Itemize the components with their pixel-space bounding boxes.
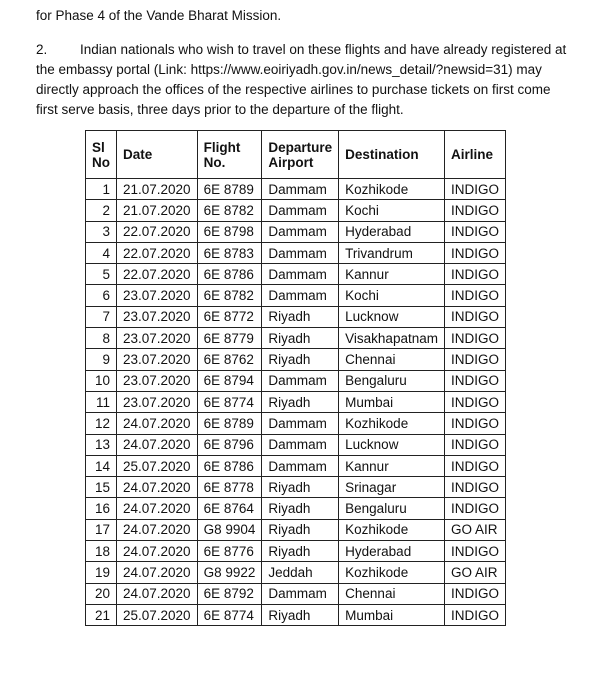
cell-departure-airport: Riyadh [262,306,339,327]
cell-departure-airport: Jeddah [262,562,339,583]
cell-departure-airport: Riyadh [262,519,339,540]
cell-destination: Kozhikode [339,179,445,200]
cell-airline: INDIGO [444,391,505,412]
cell-departure-airport: Riyadh [262,391,339,412]
cell-flight-no: 6E 8786 [197,455,262,476]
table-row [86,306,506,327]
cell-airline: INDIGO [444,413,505,434]
cell-airline: GO AIR [444,562,505,583]
table-row [86,477,506,498]
cell-date: 23.07.2020 [117,306,198,327]
table-row [86,455,506,476]
cell-destination: Visakhapatnam [339,328,445,349]
cell-departure-airport: Riyadh [262,349,339,370]
cell-departure-airport: Riyadh [262,477,339,498]
table-row [86,583,506,604]
table-row [86,221,506,242]
header-sl-no: Sl No [86,131,117,179]
cell-airline: INDIGO [444,328,505,349]
cell-destination: Lucknow [339,306,445,327]
table-row [86,391,506,412]
table-row [86,370,506,391]
cell-sl-no: 4 [86,242,117,263]
cell-date: 23.07.2020 [117,285,198,306]
cell-departure-airport: Dammam [262,200,339,221]
cell-date: 22.07.2020 [117,242,198,263]
paragraph-line: the embassy portal (Link: https://www.eoiriyadh.gov.in/news_detail/?newsid=31) may [36,62,542,77]
header-flight-no: Flight No. [197,131,262,179]
cell-flight-no: 6E 8792 [197,583,262,604]
table-row [86,264,506,285]
cell-airline: INDIGO [444,349,505,370]
cell-flight-no: 6E 8798 [197,221,262,242]
header-destination: Destination [339,131,445,179]
cell-flight-no: 6E 8782 [197,200,262,221]
cell-flight-no: 6E 8782 [197,285,262,306]
instructions-paragraph [36,40,600,120]
cell-sl-no: 19 [86,562,117,583]
cell-destination: Bengaluru [339,370,445,391]
cell-departure-airport: Dammam [262,370,339,391]
cell-date: 23.07.2020 [117,349,198,370]
cell-date: 24.07.2020 [117,477,198,498]
cell-flight-no: 6E 8774 [197,391,262,412]
cell-sl-no: 8 [86,328,117,349]
cell-destination: Chennai [339,349,445,370]
cell-flight-no: 6E 8776 [197,541,262,562]
paragraph-line: directly approach the offices of the respective airlines to purchase tickets on first come [36,82,551,97]
cell-destination: Hyderabad [339,541,445,562]
table-row [86,328,506,349]
cell-destination: Kannur [339,264,445,285]
cell-airline: INDIGO [444,221,505,242]
cell-sl-no: 12 [86,413,117,434]
table-row [86,562,506,583]
cell-departure-airport: Riyadh [262,328,339,349]
cell-date: 24.07.2020 [117,583,198,604]
cell-destination: Chennai [339,583,445,604]
table-row [86,413,506,434]
cell-date: 23.07.2020 [117,391,198,412]
cell-destination: Mumbai [339,391,445,412]
cell-airline: INDIGO [444,285,505,306]
cell-sl-no: 7 [86,306,117,327]
cell-date: 24.07.2020 [117,519,198,540]
cell-airline: INDIGO [444,179,505,200]
cell-date: 23.07.2020 [117,370,198,391]
cell-sl-no: 11 [86,391,117,412]
table-row [86,434,506,455]
cell-sl-no: 2 [86,200,117,221]
cell-destination: Mumbai [339,604,445,625]
cell-destination: Bengaluru [339,498,445,519]
cell-departure-airport: Dammam [262,264,339,285]
table-row [86,242,506,263]
table-row [86,349,506,370]
cell-date: 24.07.2020 [117,413,198,434]
header-date: Date [117,131,198,179]
cell-flight-no: 6E 8789 [197,179,262,200]
cell-airline: INDIGO [444,306,505,327]
cell-sl-no: 18 [86,541,117,562]
cell-departure-airport: Dammam [262,285,339,306]
cell-sl-no: 16 [86,498,117,519]
cell-airline: INDIGO [444,604,505,625]
cell-sl-no: 6 [86,285,117,306]
cell-destination: Hyderabad [339,221,445,242]
cell-flight-no: 6E 8789 [197,413,262,434]
cell-sl-no: 15 [86,477,117,498]
cell-date: 24.07.2020 [117,434,198,455]
cell-destination: Kochi [339,285,445,306]
cell-airline: INDIGO [444,455,505,476]
cell-destination: Kozhikode [339,562,445,583]
cell-sl-no: 21 [86,604,117,625]
cell-flight-no: 6E 8794 [197,370,262,391]
cell-flight-no: 6E 8786 [197,264,262,285]
cell-departure-airport: Dammam [262,242,339,263]
cell-airline: INDIGO [444,370,505,391]
cell-airline: INDIGO [444,434,505,455]
cell-departure-airport: Riyadh [262,541,339,562]
cell-flight-no: G8 9922 [197,562,262,583]
header-airline: Airline [444,131,505,179]
cell-flight-no: 6E 8774 [197,604,262,625]
table-row [86,179,506,200]
cell-destination: Kozhikode [339,413,445,434]
cell-date: 24.07.2020 [117,541,198,562]
cell-sl-no: 17 [86,519,117,540]
cell-departure-airport: Dammam [262,413,339,434]
intro-line: for Phase 4 of the Vande Bharat Mission. [36,8,282,23]
cell-date: 25.07.2020 [117,604,198,625]
table-row [86,519,506,540]
cell-sl-no: 1 [86,179,117,200]
cell-date: 25.07.2020 [117,455,198,476]
cell-destination: Kozhikode [339,519,445,540]
cell-destination: Trivandrum [339,242,445,263]
cell-date: 24.07.2020 [117,562,198,583]
paragraph-number: 2. [36,42,48,57]
cell-sl-no: 14 [86,455,117,476]
table-row [86,604,506,625]
cell-date: 21.07.2020 [117,179,198,200]
table-row [86,541,506,562]
cell-destination: Srinagar [339,477,445,498]
cell-departure-airport: Dammam [262,583,339,604]
flights-table [85,130,506,626]
cell-departure-airport: Dammam [262,434,339,455]
cell-flight-no: 6E 8783 [197,242,262,263]
cell-flight-no: 6E 8779 [197,328,262,349]
cell-flight-no: 6E 8778 [197,477,262,498]
table-row [86,498,506,519]
table-row [86,285,506,306]
cell-departure-airport: Dammam [262,221,339,242]
cell-airline: INDIGO [444,200,505,221]
cell-departure-airport: Dammam [262,179,339,200]
cell-departure-airport: Riyadh [262,498,339,519]
cell-date: 22.07.2020 [117,221,198,242]
cell-departure-airport: Riyadh [262,604,339,625]
cell-date: 22.07.2020 [117,264,198,285]
table-row [86,200,506,221]
cell-airline: INDIGO [444,242,505,263]
cell-date: 24.07.2020 [117,498,198,519]
cell-airline: INDIGO [444,477,505,498]
cell-destination: Kochi [339,200,445,221]
cell-airline: INDIGO [444,583,505,604]
cell-destination: Lucknow [339,434,445,455]
cell-date: 21.07.2020 [117,200,198,221]
cell-flight-no: 6E 8796 [197,434,262,455]
cell-sl-no: 5 [86,264,117,285]
cell-destination: Kannur [339,455,445,476]
table-header-row [86,131,506,179]
cell-flight-no: 6E 8772 [197,306,262,327]
cell-flight-no: G8 9904 [197,519,262,540]
cell-airline: INDIGO [444,498,505,519]
cell-sl-no: 10 [86,370,117,391]
cell-airline: INDIGO [444,541,505,562]
cell-airline: GO AIR [444,519,505,540]
cell-sl-no: 9 [86,349,117,370]
cell-flight-no: 6E 8762 [197,349,262,370]
cell-flight-no: 6E 8764 [197,498,262,519]
cell-sl-no: 20 [86,583,117,604]
cell-airline: INDIGO [444,264,505,285]
header-departure-airport: Departure Airport [262,131,339,179]
cell-sl-no: 3 [86,221,117,242]
cell-date: 23.07.2020 [117,328,198,349]
paragraph-line: first serve basis, three days prior to the departure of the flight. [36,102,404,117]
cell-sl-no: 13 [86,434,117,455]
paragraph-line: 2. Indian nationals who wish to travel on these flights and have already registered at [36,40,600,60]
cell-departure-airport: Dammam [262,455,339,476]
